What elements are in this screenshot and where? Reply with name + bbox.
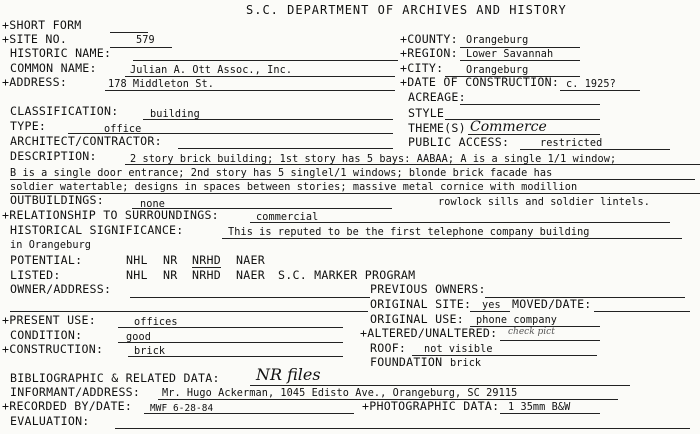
county-label: +COUNTY:	[400, 32, 458, 46]
construction-line	[128, 356, 343, 357]
potential-label: POTENTIAL:	[10, 253, 83, 267]
common-name-line	[125, 76, 395, 77]
city-value: Orangeburg	[466, 65, 529, 76]
previous-owners-label: PREVIOUS OWNERS:	[370, 282, 486, 296]
informant-value: Mr. Hugo Ackerman, 1045 Edisto Ave., Orangeburg, SC 29115	[162, 388, 518, 399]
foundation-label: FOUNDATION	[370, 355, 443, 369]
listed-option-naer: NAER	[236, 268, 265, 282]
condition-line	[118, 342, 343, 343]
listed-label: LISTED:	[10, 268, 61, 282]
classification-line	[143, 119, 393, 120]
sc-marker-program: S.C. MARKER PROGRAM	[278, 268, 416, 282]
bibliographic-line	[250, 385, 630, 386]
listed-option-nrhd: NRHD	[192, 268, 221, 282]
description-line-2: B is a single door entrance; 2nd story has 5 singlel/1 windows; blonde brick facade has	[10, 168, 553, 179]
roof-label: ROOF:	[370, 341, 407, 355]
date-construction-label: +DATE OF CONSTRUCTION:	[400, 75, 560, 89]
site-no-label: +SITE NO.	[2, 32, 68, 46]
original-use-value: phone company	[476, 315, 558, 326]
informant-label: INFORMANT/ADDRESS:	[10, 385, 141, 399]
architect-label: ARCHITECT/CONTRACTOR:	[10, 134, 162, 148]
themes-label: THEME(S)	[408, 121, 466, 135]
city-label: +CITY:	[400, 61, 444, 75]
address-label: +ADDRESS:	[2, 75, 68, 89]
short-form-label: +SHORT FORM	[2, 18, 82, 32]
condition-value: good	[126, 332, 151, 343]
moved-date-line	[594, 311, 690, 312]
historical-significance-label: HISTORICAL SIGNIFICANCE:	[10, 223, 184, 237]
recorded-label: +RECORDED BY/DATE:	[2, 399, 133, 413]
historical-significance-rule-1	[222, 238, 682, 239]
outbuildings-label: OUTBUILDINGS:	[10, 193, 104, 207]
date-construction-line	[560, 90, 640, 91]
present-use-line	[118, 327, 343, 328]
altered-label: +ALTERED/UNALTERED:	[360, 326, 498, 340]
description-line-3: soldier watertable; designs in spaces between stories; massive metal cornice with modillion	[10, 182, 578, 193]
moved-date-label: MOVED/DATE:	[512, 297, 592, 311]
bibliographic-value: NR files	[256, 365, 321, 384]
construction-value: brick	[134, 346, 166, 357]
site-no-line	[110, 47, 172, 48]
county-value: Orangeburg	[466, 35, 529, 46]
type-value: office	[104, 124, 142, 135]
recorded-value: MWF 6-28-84	[150, 403, 214, 414]
owner-line-2	[10, 311, 368, 312]
foundation-value: brick	[450, 358, 482, 369]
photographic-line	[500, 413, 600, 414]
address-value: 178 Middleton St.	[108, 79, 214, 90]
short-form-line	[110, 32, 148, 33]
potential-option-nr: NR	[163, 253, 178, 267]
site-no-value: 579	[136, 35, 155, 46]
construction-label: +CONSTRUCTION:	[2, 342, 104, 356]
relationship-line	[250, 222, 670, 223]
evaluation-label: EVALUATION:	[10, 414, 90, 428]
date-construction-value: c. 1925?	[566, 79, 616, 90]
original-site-value: yes	[482, 300, 501, 311]
historical-significance-line-1: This is reputed to be the first telephone company building	[228, 227, 590, 238]
form-title: S.C. DEPARTMENT OF ARCHIVES AND HISTORY	[246, 3, 567, 17]
public-access-line	[520, 149, 670, 150]
historical-significance-line-2: in Orangeburg	[10, 240, 92, 251]
potential-option-nrhd: NRHD	[192, 253, 221, 267]
relationship-value: commercial	[256, 212, 319, 223]
description-line-4: rowlock sills and soldier lintels.	[438, 197, 650, 208]
photographic-value: 1 35mm B&W	[508, 402, 571, 413]
acreage-label: ACREAGE:	[408, 90, 466, 104]
common-name-label: COMMON NAME:	[10, 61, 97, 75]
common-name-value: Julian A. Ott Assoc., Inc.	[130, 65, 293, 76]
description-line-1: 2 story brick building; 1st story has 5 bays: AABAA; A is a single 1/1 window;	[130, 154, 617, 165]
owner-line	[130, 297, 370, 298]
architect-line	[178, 148, 393, 149]
region-line	[460, 60, 580, 61]
outbuildings-value: none	[140, 199, 165, 210]
description-rule-3	[10, 193, 700, 194]
potential-option-nhl: NHL	[126, 253, 148, 267]
original-use-label: ORIGINAL USE:	[370, 312, 464, 326]
present-use-label: +PRESENT USE:	[2, 313, 96, 327]
altered-line	[500, 340, 600, 341]
listed-option-nhl: NHL	[126, 268, 148, 282]
classification-value: building	[150, 109, 200, 120]
historic-name-line	[133, 60, 398, 61]
region-label: +REGION:	[400, 46, 458, 60]
themes-value: Commerce	[470, 119, 547, 135]
listed-option-nr: NR	[163, 268, 178, 282]
description-rule-2	[10, 179, 695, 180]
photographic-label: +PHOTOGRAPHIC DATA:	[362, 399, 500, 413]
acreage-line	[460, 104, 600, 105]
description-rule-1	[125, 164, 700, 165]
evaluation-line	[115, 428, 690, 429]
recorded-line	[144, 413, 354, 414]
historic-name-label: HISTORIC NAME:	[10, 46, 112, 60]
present-use-value: offices	[134, 317, 178, 328]
style-label: STYLE	[408, 106, 445, 120]
bibliographic-label: BIBLIOGRAPHIC & RELATED DATA:	[10, 371, 220, 385]
type-label: TYPE:	[10, 119, 47, 133]
roof-value: not visible	[424, 344, 493, 355]
county-line	[460, 47, 580, 48]
region-value: Lower Savannah	[466, 49, 554, 60]
relationship-label: +RELATIONSHIP TO SURROUNDINGS:	[2, 208, 219, 222]
public-access-value: restricted	[540, 138, 603, 149]
altered-value: check pict	[508, 327, 555, 337]
original-site-line	[470, 311, 510, 312]
potential-option-naer: NAER	[236, 253, 265, 267]
original-site-label: ORIGINAL SITE:	[370, 297, 472, 311]
public-access-label: PUBLIC ACCESS:	[408, 135, 510, 149]
classification-label: CLASSIFICATION:	[10, 104, 119, 118]
condition-label: CONDITION:	[10, 328, 83, 342]
owner-label: OWNER/ADDRESS:	[10, 282, 112, 296]
description-label: DESCRIPTION:	[10, 149, 97, 163]
address-line	[105, 90, 395, 91]
